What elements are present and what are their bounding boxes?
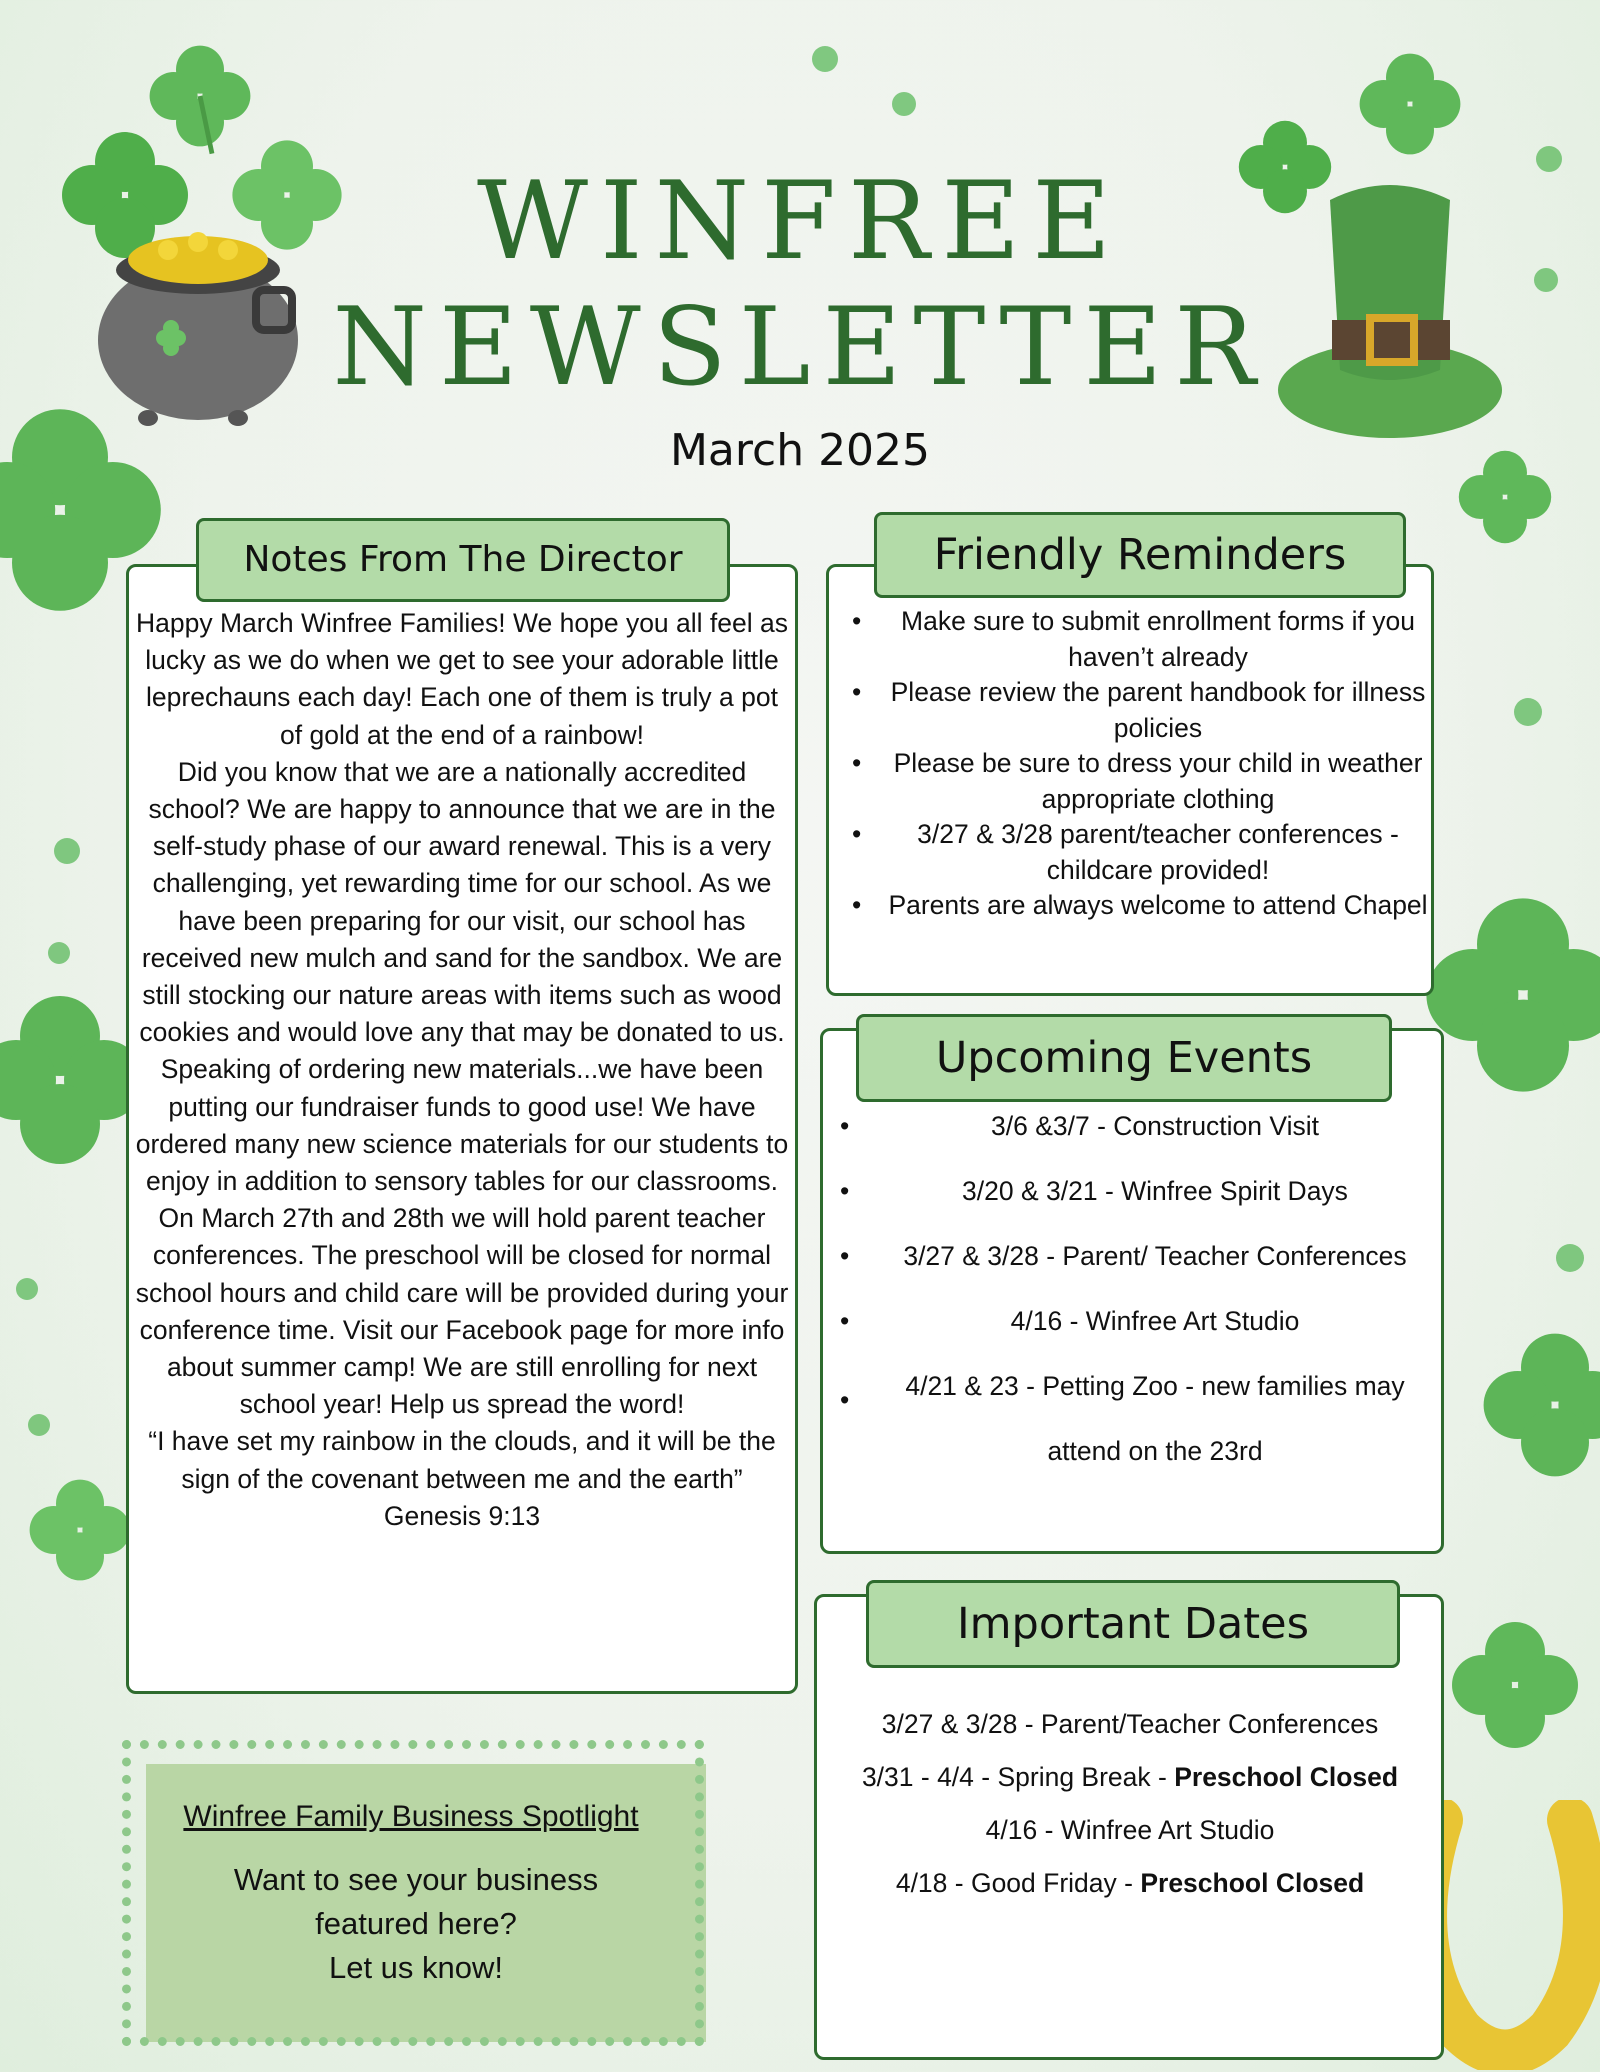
shamrock-icon bbox=[20, 1470, 140, 1590]
decor-dot bbox=[54, 838, 80, 864]
bullet-icon: • bbox=[840, 1176, 850, 1206]
list-item: • 3/27 & 3/28 - Parent/ Teacher Conferences bbox=[840, 1238, 1430, 1275]
events-list bbox=[840, 1108, 1430, 1512]
decor-dot bbox=[48, 942, 70, 964]
list-item: • Please review the parent handbook for illness policies bbox=[852, 677, 1426, 743]
bullet-icon: • bbox=[852, 677, 862, 707]
shamrock-icon bbox=[1470, 1320, 1600, 1490]
spotlight-line: Want to see your business bbox=[233, 1862, 599, 1897]
bullet-icon: • bbox=[840, 1306, 850, 1336]
bible-quote: “I have set my rainbow in the clouds, and it will be the sign of the covenant between me and the earth” bbox=[148, 1426, 776, 1494]
date-row: 3/27 & 3/28 - Parent/Teacher Conferences bbox=[881, 1709, 1379, 1739]
newsletter-date: March 2025 bbox=[669, 425, 931, 476]
newsletter-title-line2: NEWSLETTER bbox=[332, 285, 1268, 410]
director-paragraph: Happy March Winfree Families! We hope you all feel as lucky as we do when we get to see your adorable little leprechauns each day! Each one of them is truly a pot of gold at the end of a rainbow! bbox=[136, 608, 788, 750]
bullet-icon: • bbox=[840, 1241, 850, 1271]
bullet-icon: • bbox=[852, 606, 862, 636]
list-item: • 3/27 & 3/28 parent/teacher conferences - childcare provided! bbox=[852, 819, 1399, 885]
bullet-icon: • bbox=[852, 819, 862, 849]
decor-dot bbox=[1556, 1244, 1584, 1272]
list-item: • 3/6 &3/7 - Construction Visit bbox=[840, 1108, 1430, 1145]
spotlight-title: Winfree Family Business Spotlight bbox=[183, 1800, 639, 1833]
decor-dot bbox=[16, 1278, 38, 1300]
shamrock-icon bbox=[1350, 44, 1470, 164]
list-item: • 4/21 & 23 - Petting Zoo - new families may attend on the 23rd bbox=[840, 1354, 1430, 1484]
dates-heading-text: Important Dates bbox=[956, 1599, 1310, 1649]
spotlight-text bbox=[146, 1858, 686, 1990]
director-heading-text: Notes From The Director bbox=[243, 539, 683, 580]
reminders-heading bbox=[874, 512, 1406, 598]
decor-dot bbox=[892, 92, 916, 116]
events-heading bbox=[856, 1014, 1392, 1102]
director-paragraph: Did you know that we are a nationally accredited school? We are happy to announce that we are in the self-study phase of our award renewal. This is a very challenging, yet rewarding time for our school. As we have been preparing for our visit, our school has received new mulch and sand for the sandbox. We are still stocking our nature areas with items such as wood cookies and would love any that may be donated to us. Speaking of ordering new materials...we have been putting our fundraiser funds to good use! We have ordered many new science materials for our students to enjoy in addition to sensory tables for our classrooms. On March 27th and 28th we will hold parent teacher conferences. The preschool will be closed for normal school hours and child care will be provided during your conference time. Visit our Facebook page for more info about summer camp! We are still enrolling for next school year! Help us spread the word! bbox=[135, 756, 789, 1420]
director-notes bbox=[134, 605, 790, 1535]
bullet-icon: • bbox=[852, 890, 862, 920]
date-row: 4/18 - Good Friday - Preschool Closed bbox=[895, 1868, 1365, 1898]
list-item: • 3/20 & 3/21 - Winfree Spirit Days bbox=[840, 1173, 1430, 1210]
list-item: • 4/16 - Winfree Art Studio bbox=[840, 1303, 1430, 1340]
list-item: • Please be sure to dress your child in weather appropriate clothing bbox=[852, 748, 1423, 814]
important-dates-list bbox=[820, 1698, 1440, 1910]
decor-dot bbox=[1514, 698, 1542, 726]
spotlight-line: featured here? bbox=[315, 1906, 517, 1941]
bullet-icon: • bbox=[840, 1385, 850, 1415]
spotlight-line: Let us know! bbox=[328, 1950, 504, 1985]
date-row: 4/16 - Winfree Art Studio bbox=[985, 1815, 1275, 1845]
events-heading-text: Upcoming Events bbox=[935, 1033, 1313, 1083]
decor-dot bbox=[812, 46, 838, 72]
reminders-list bbox=[848, 604, 1428, 924]
bullet-icon: • bbox=[840, 1111, 850, 1141]
date-row: 3/31 - 4/4 - Spring Break - Preschool Closed bbox=[861, 1762, 1399, 1792]
bullet-icon: • bbox=[852, 748, 862, 778]
bible-citation: Genesis 9:13 bbox=[383, 1500, 541, 1531]
shamrock-icon bbox=[1440, 1610, 1590, 1760]
reminders-heading-text: Friendly Reminders bbox=[933, 530, 1347, 580]
newsletter-title-line1: WINFREE bbox=[476, 159, 1124, 284]
list-item: • Make sure to submit enrollment forms if you haven’t already bbox=[852, 606, 1415, 672]
director-heading bbox=[196, 518, 730, 602]
decor-dot bbox=[28, 1414, 50, 1436]
dates-heading bbox=[866, 1580, 1400, 1668]
list-item: • Parents are always welcome to attend Chapel bbox=[848, 888, 1428, 924]
